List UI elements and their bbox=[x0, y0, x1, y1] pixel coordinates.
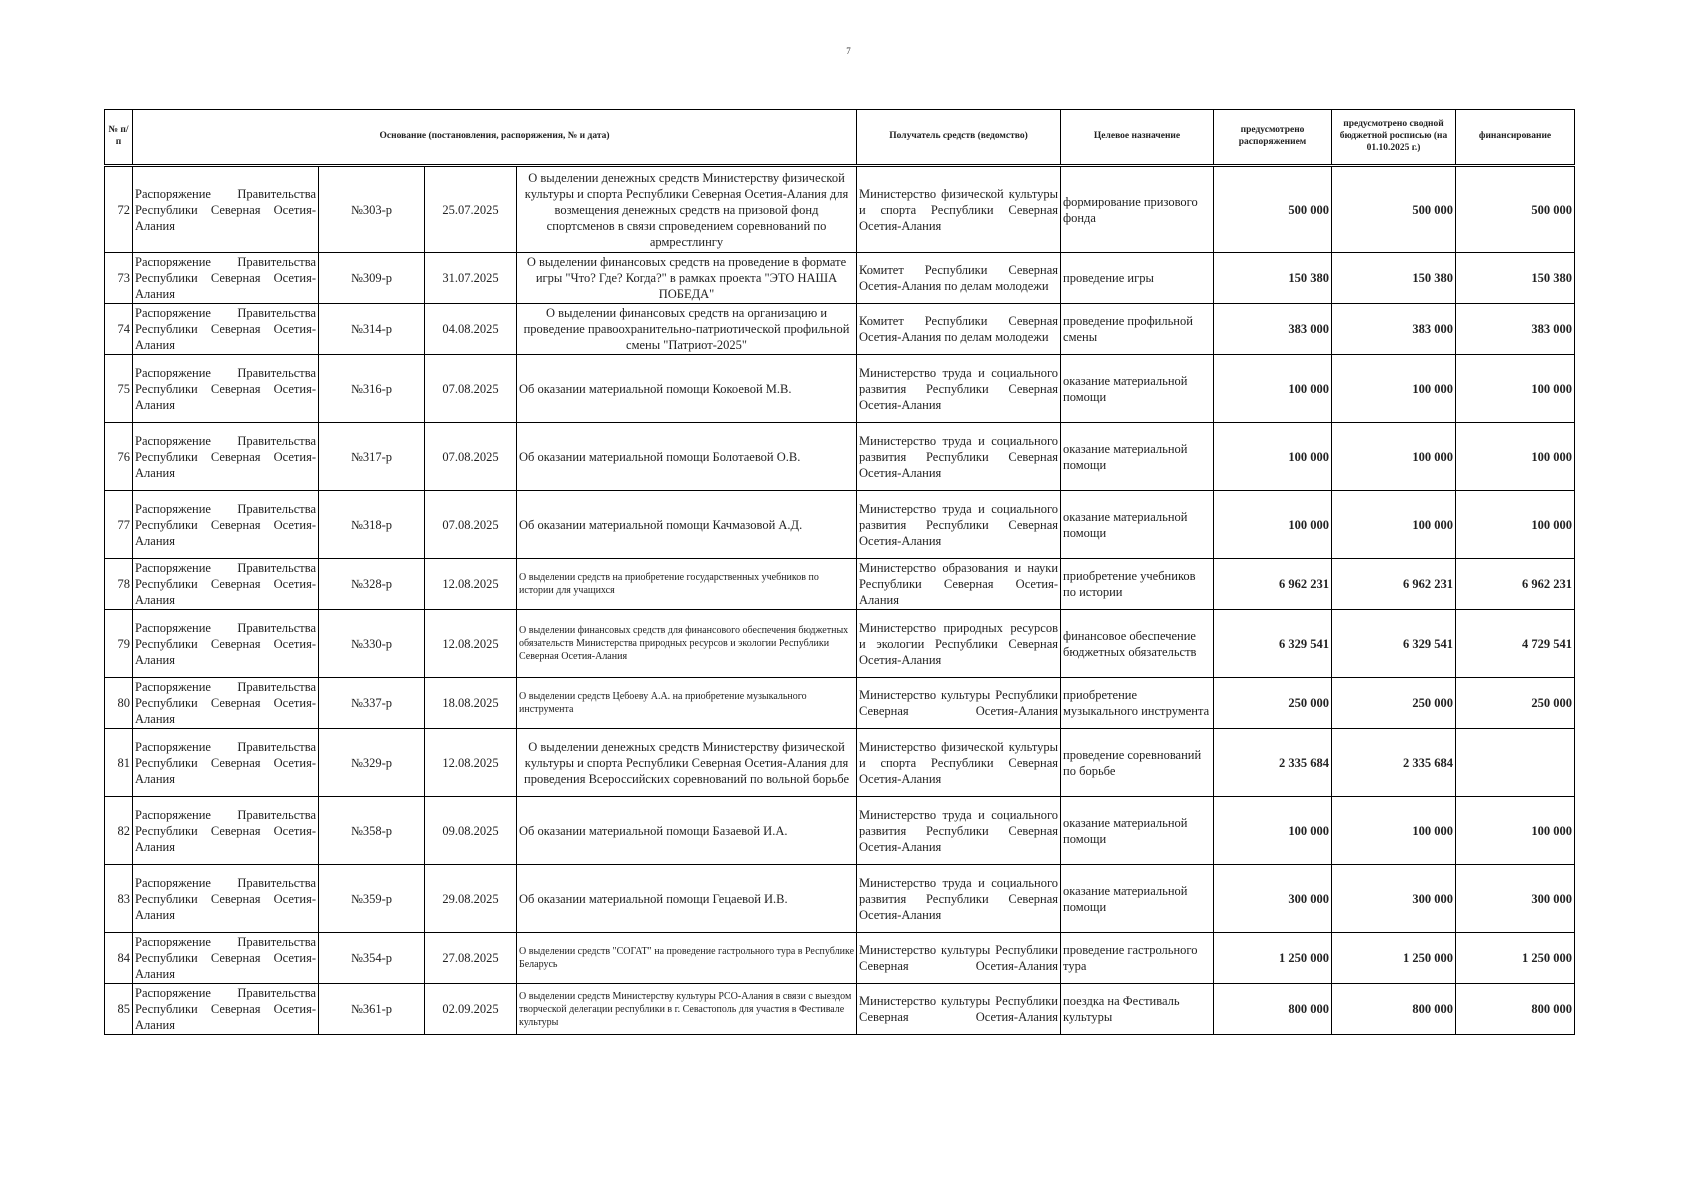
document-subject: О выделении денежных средств Министерству физической культуры и спорта Республики Северная Осетия-Алания для возмещения денежных средств на призовой фонд спортсменов в связи спроведением соревнований по армрестлингу bbox=[517, 166, 857, 253]
table-header bbox=[105, 110, 1575, 166]
document-type bbox=[133, 678, 319, 729]
table-row bbox=[105, 610, 1575, 678]
financing-amount: 100 000 bbox=[1456, 797, 1575, 865]
planned-by-budget: 2 335 684 bbox=[1332, 729, 1456, 797]
document-type-line: Алания bbox=[135, 1018, 175, 1032]
row-number: 78 bbox=[105, 559, 133, 610]
planned-by-budget: 1 250 000 bbox=[1332, 933, 1456, 984]
header-planned-order: предусмотрено распоряжением bbox=[1214, 110, 1332, 166]
document-number: №318-р bbox=[319, 491, 425, 559]
purpose: оказание материальной помощи bbox=[1061, 423, 1214, 491]
document-type-line: Республики Северная Осетия- bbox=[135, 381, 316, 396]
document-subject: О выделении финансовых средств на проведение в формате игры "Что? Где? Когда?" в рамках проекта "ЭТО НАША ПОБЕДА" bbox=[517, 253, 857, 304]
document-type-line: Алания bbox=[135, 652, 175, 667]
planned-by-budget: 100 000 bbox=[1332, 491, 1456, 559]
row-number: 82 bbox=[105, 797, 133, 865]
budget-allocation-table bbox=[104, 109, 1575, 1035]
document-type bbox=[133, 166, 319, 253]
document-subject: Об оказании материальной помощи Гецаевой И.В. bbox=[517, 865, 857, 933]
planned-by-budget: 100 000 bbox=[1332, 423, 1456, 491]
document-subject: О выделении средств на приобретение государственных учебников по истории для учащихся bbox=[517, 559, 857, 610]
financing-amount: 500 000 bbox=[1456, 166, 1575, 253]
planned-by-budget: 150 380 bbox=[1332, 253, 1456, 304]
document-subject: Об оказании материальной помощи Кокоевой М.В. bbox=[517, 355, 857, 423]
purpose: проведение игры bbox=[1061, 253, 1214, 304]
document-type-line: Распоряжение Правительства bbox=[135, 739, 316, 754]
planned-by-budget: 6 962 231 bbox=[1332, 559, 1456, 610]
planned-by-budget: 100 000 bbox=[1332, 355, 1456, 423]
financing-amount: 4 729 541 bbox=[1456, 610, 1575, 678]
table-row bbox=[105, 678, 1575, 729]
document-date: 31.07.2025 bbox=[425, 253, 517, 304]
document-type-line: Распоряжение Правительства bbox=[135, 620, 316, 635]
recipient: Комитет Республики Северная Осетия-Алания по делам молодежи bbox=[857, 253, 1061, 304]
financing-amount: 100 000 bbox=[1456, 491, 1575, 559]
document-number: №358-р bbox=[319, 797, 425, 865]
document-subject: Об оказании материальной помощи Базаевой И.А. bbox=[517, 797, 857, 865]
row-number: 77 bbox=[105, 491, 133, 559]
document-type-line: Алания bbox=[135, 465, 175, 480]
row-number: 72 bbox=[105, 166, 133, 253]
document-date: 12.08.2025 bbox=[425, 559, 517, 610]
planned-by-budget: 500 000 bbox=[1332, 166, 1456, 253]
table-body bbox=[105, 166, 1575, 1035]
purpose: проведение гастрольного тура bbox=[1061, 933, 1214, 984]
document-type bbox=[133, 253, 319, 304]
document-type-line: Республики Северная Осетия- bbox=[135, 755, 316, 770]
document-type-line: Распоряжение Правительства bbox=[135, 875, 316, 890]
document-subject: О выделении денежных средств Министерству физической культуры и спорта Республики Северная Осетия-Алания для проведения Всероссийских соревнований по вольной борьбе bbox=[517, 729, 857, 797]
document-type-line: Алания bbox=[135, 712, 175, 726]
planned-by-order: 250 000 bbox=[1214, 678, 1332, 729]
planned-by-order: 500 000 bbox=[1214, 166, 1332, 253]
recipient: Министерство труда и социального развития Республики Северная Осетия-Алания bbox=[857, 865, 1061, 933]
document-type-line: Республики Северная Осетия- bbox=[135, 202, 316, 217]
document-type-line: Алания bbox=[135, 397, 175, 412]
recipient: Министерство культуры Республики Северная Осетия-Алания bbox=[857, 678, 1061, 729]
document-number: №329-р bbox=[319, 729, 425, 797]
document-type-line: Республики Северная Осетия- bbox=[135, 891, 316, 906]
planned-by-budget: 6 329 541 bbox=[1332, 610, 1456, 678]
document-number: №314-р bbox=[319, 304, 425, 355]
row-number: 85 bbox=[105, 984, 133, 1035]
document-number: №309-р bbox=[319, 253, 425, 304]
document-date: 09.08.2025 bbox=[425, 797, 517, 865]
row-number: 79 bbox=[105, 610, 133, 678]
table-row bbox=[105, 304, 1575, 355]
financing-amount: 1 250 000 bbox=[1456, 933, 1575, 984]
document-type-line: Республики Северная Осетия- bbox=[135, 271, 316, 285]
row-number: 76 bbox=[105, 423, 133, 491]
purpose: оказание материальной помощи bbox=[1061, 797, 1214, 865]
document-date: 04.08.2025 bbox=[425, 304, 517, 355]
document-type-line: Алания bbox=[135, 218, 175, 233]
document-date: 25.07.2025 bbox=[425, 166, 517, 253]
document-type-line: Распоряжение Правительства bbox=[135, 255, 316, 269]
planned-by-order: 100 000 bbox=[1214, 797, 1332, 865]
planned-by-budget: 383 000 bbox=[1332, 304, 1456, 355]
document-type bbox=[133, 304, 319, 355]
financing-amount: 100 000 bbox=[1456, 423, 1575, 491]
document-number: №361-р bbox=[319, 984, 425, 1035]
financing-amount: 250 000 bbox=[1456, 678, 1575, 729]
document-number: №317-р bbox=[319, 423, 425, 491]
financing-amount: 300 000 bbox=[1456, 865, 1575, 933]
document-type bbox=[133, 610, 319, 678]
table-row bbox=[105, 166, 1575, 253]
recipient: Министерство физической культуры и спорта Республики Северная Осетия-Алания bbox=[857, 729, 1061, 797]
document-type-line: Алания bbox=[135, 839, 175, 854]
page-number: 7 bbox=[846, 46, 851, 56]
document-subject: О выделении средств Цебоеву А.А. на приобретение музыкального инструмента bbox=[517, 678, 857, 729]
header-financing: финансирование bbox=[1456, 110, 1575, 166]
planned-by-budget: 300 000 bbox=[1332, 865, 1456, 933]
document-type bbox=[133, 933, 319, 984]
document-date: 27.08.2025 bbox=[425, 933, 517, 984]
document-number: №359-р bbox=[319, 865, 425, 933]
document-type bbox=[133, 984, 319, 1035]
document-type-line: Республики Северная Осетия- bbox=[135, 517, 316, 532]
table-row bbox=[105, 491, 1575, 559]
header-planned-budget: предусмотрено сводной бюджетной росписью (на 01.10.2025 г.) bbox=[1332, 110, 1456, 166]
row-number: 74 bbox=[105, 304, 133, 355]
document-type-line: Распоряжение Правительства bbox=[135, 501, 316, 516]
recipient: Министерство труда и социального развития Республики Северная Осетия-Алания bbox=[857, 355, 1061, 423]
header-basis: Основание (постановления, распоряжения, № и дата) bbox=[133, 110, 857, 166]
document-type bbox=[133, 729, 319, 797]
planned-by-order: 150 380 bbox=[1214, 253, 1332, 304]
document-type-line: Распоряжение Правительства bbox=[135, 306, 316, 320]
document-number: №328-р bbox=[319, 559, 425, 610]
table-row bbox=[105, 984, 1575, 1035]
document-type bbox=[133, 559, 319, 610]
document-type-line: Республики Северная Осетия- bbox=[135, 577, 316, 591]
document-date: 07.08.2025 bbox=[425, 423, 517, 491]
document-number: №354-р bbox=[319, 933, 425, 984]
document-type-line: Алания bbox=[135, 338, 175, 352]
document-date: 12.08.2025 bbox=[425, 610, 517, 678]
document-subject: О выделении средств Министерству культуры РСО-Алания в связи с выездом творческой делегации республики в г. Севастополь для участия в Фестивале культуры bbox=[517, 984, 857, 1035]
document-type-line: Республики Северная Осетия- bbox=[135, 636, 316, 651]
recipient: Министерство культуры Республики Северная Осетия-Алания bbox=[857, 933, 1061, 984]
header-recipient: Получатель средств (ведомство) bbox=[857, 110, 1061, 166]
document-subject: О выделении финансовых средств для финансового обеспечения бюджетных обязательств Министерства природных ресурсов и экологии Республики Северная Осетия-Алания bbox=[517, 610, 857, 678]
document-type bbox=[133, 423, 319, 491]
purpose: оказание материальной помощи bbox=[1061, 865, 1214, 933]
document-type-line: Распоряжение Правительства bbox=[135, 986, 316, 1000]
document-type-line: Алания bbox=[135, 907, 175, 922]
planned-by-budget: 800 000 bbox=[1332, 984, 1456, 1035]
document-date: 29.08.2025 bbox=[425, 865, 517, 933]
row-number: 81 bbox=[105, 729, 133, 797]
document-date: 12.08.2025 bbox=[425, 729, 517, 797]
document-type-line: Распоряжение Правительства bbox=[135, 433, 316, 448]
planned-by-order: 800 000 bbox=[1214, 984, 1332, 1035]
document-subject: О выделении финансовых средств на организацию и проведение правоохранительно-патриотической профильной смены "Патриот-2025" bbox=[517, 304, 857, 355]
document-type bbox=[133, 491, 319, 559]
document-subject: О выделении средств "СОГАТ" на проведение гастрольного тура в Республике Беларусь bbox=[517, 933, 857, 984]
planned-by-budget: 250 000 bbox=[1332, 678, 1456, 729]
document-type bbox=[133, 355, 319, 423]
document-number: №330-р bbox=[319, 610, 425, 678]
purpose: приобретение учебников по истории bbox=[1061, 559, 1214, 610]
planned-by-order: 100 000 bbox=[1214, 355, 1332, 423]
document-date: 18.08.2025 bbox=[425, 678, 517, 729]
document-type-line: Алания bbox=[135, 967, 175, 981]
document-number: №316-р bbox=[319, 355, 425, 423]
document-number: №337-р bbox=[319, 678, 425, 729]
header-purpose: Целевое назначение bbox=[1061, 110, 1214, 166]
table-row bbox=[105, 423, 1575, 491]
table-row bbox=[105, 933, 1575, 984]
document-type-line: Распоряжение Правительства bbox=[135, 186, 316, 201]
document-date: 02.09.2025 bbox=[425, 984, 517, 1035]
recipient: Министерство физической культуры и спорта Республики Северная Осетия-Алания bbox=[857, 166, 1061, 253]
document-date: 07.08.2025 bbox=[425, 491, 517, 559]
purpose: проведение соревнований по борьбе bbox=[1061, 729, 1214, 797]
recipient: Комитет Республики Северная Осетия-Алания по делам молодежи bbox=[857, 304, 1061, 355]
table-row bbox=[105, 559, 1575, 610]
document-type-line: Алания bbox=[135, 533, 175, 548]
document-type-line: Республики Северная Осетия- bbox=[135, 322, 316, 336]
recipient: Министерство труда и социального развития Республики Северная Осетия-Алания bbox=[857, 797, 1061, 865]
planned-by-order: 1 250 000 bbox=[1214, 933, 1332, 984]
row-number: 75 bbox=[105, 355, 133, 423]
row-number: 84 bbox=[105, 933, 133, 984]
row-number: 80 bbox=[105, 678, 133, 729]
purpose: приобретение музыкального инструмента bbox=[1061, 678, 1214, 729]
financing-amount: 383 000 bbox=[1456, 304, 1575, 355]
planned-by-order: 100 000 bbox=[1214, 491, 1332, 559]
document-type-line: Республики Северная Осетия- bbox=[135, 1002, 316, 1016]
planned-by-order: 100 000 bbox=[1214, 423, 1332, 491]
planned-by-order: 383 000 bbox=[1214, 304, 1332, 355]
document-subject: Об оказании материальной помощи Качмазовой А.Д. bbox=[517, 491, 857, 559]
purpose: оказание материальной помощи bbox=[1061, 355, 1214, 423]
document-type-line: Алания bbox=[135, 771, 175, 786]
table-row bbox=[105, 729, 1575, 797]
table-row bbox=[105, 797, 1575, 865]
document-type-line: Республики Северная Осетия- bbox=[135, 951, 316, 965]
planned-by-budget: 100 000 bbox=[1332, 797, 1456, 865]
document-type-line: Распоряжение Правительства bbox=[135, 807, 316, 822]
document-type-line: Распоряжение Правительства bbox=[135, 935, 316, 949]
document-subject: Об оказании материальной помощи Болотаевой О.В. bbox=[517, 423, 857, 491]
financing-amount: 150 380 bbox=[1456, 253, 1575, 304]
table-row bbox=[105, 253, 1575, 304]
recipient: Министерство образования и науки Республики Северная Осетия-Алания bbox=[857, 559, 1061, 610]
document-type-line: Алания bbox=[135, 287, 175, 301]
document-number: №303-р bbox=[319, 166, 425, 253]
document-date: 07.08.2025 bbox=[425, 355, 517, 423]
document-type-line: Республики Северная Осетия- bbox=[135, 823, 316, 838]
recipient: Министерство культуры Республики Северная Осетия-Алания bbox=[857, 984, 1061, 1035]
document-type-line: Распоряжение Правительства bbox=[135, 561, 316, 575]
financing-amount: 100 000 bbox=[1456, 355, 1575, 423]
financing-amount: 800 000 bbox=[1456, 984, 1575, 1035]
table-row bbox=[105, 355, 1575, 423]
planned-by-order: 2 335 684 bbox=[1214, 729, 1332, 797]
recipient: Министерство труда и социального развития Республики Северная Осетия-Алания bbox=[857, 491, 1061, 559]
document-type-line: Распоряжение Правительства bbox=[135, 365, 316, 380]
document-type-line: Республики Северная Осетия- bbox=[135, 449, 316, 464]
planned-by-order: 6 329 541 bbox=[1214, 610, 1332, 678]
document-type-line: Республики Северная Осетия- bbox=[135, 696, 316, 710]
purpose: формирование призового фонда bbox=[1061, 166, 1214, 253]
purpose: проведение профильной смены bbox=[1061, 304, 1214, 355]
recipient: Министерство природных ресурсов и экологии Республики Северная Осетия-Алания bbox=[857, 610, 1061, 678]
header-num: № п/п bbox=[105, 110, 133, 166]
document-type bbox=[133, 865, 319, 933]
planned-by-order: 300 000 bbox=[1214, 865, 1332, 933]
purpose: поездка на Фестиваль культуры bbox=[1061, 984, 1214, 1035]
row-number: 73 bbox=[105, 253, 133, 304]
row-number: 83 bbox=[105, 865, 133, 933]
financing-amount: 6 962 231 bbox=[1456, 559, 1575, 610]
recipient: Министерство труда и социального развития Республики Северная Осетия-Алания bbox=[857, 423, 1061, 491]
financing-amount bbox=[1456, 729, 1575, 797]
planned-by-order: 6 962 231 bbox=[1214, 559, 1332, 610]
purpose: финансовое обеспечение бюджетных обязательств bbox=[1061, 610, 1214, 678]
document-type-line: Алания bbox=[135, 593, 175, 607]
table-row bbox=[105, 865, 1575, 933]
document-type bbox=[133, 797, 319, 865]
document-type-line: Распоряжение Правительства bbox=[135, 680, 316, 694]
purpose: оказание материальной помощи bbox=[1061, 491, 1214, 559]
